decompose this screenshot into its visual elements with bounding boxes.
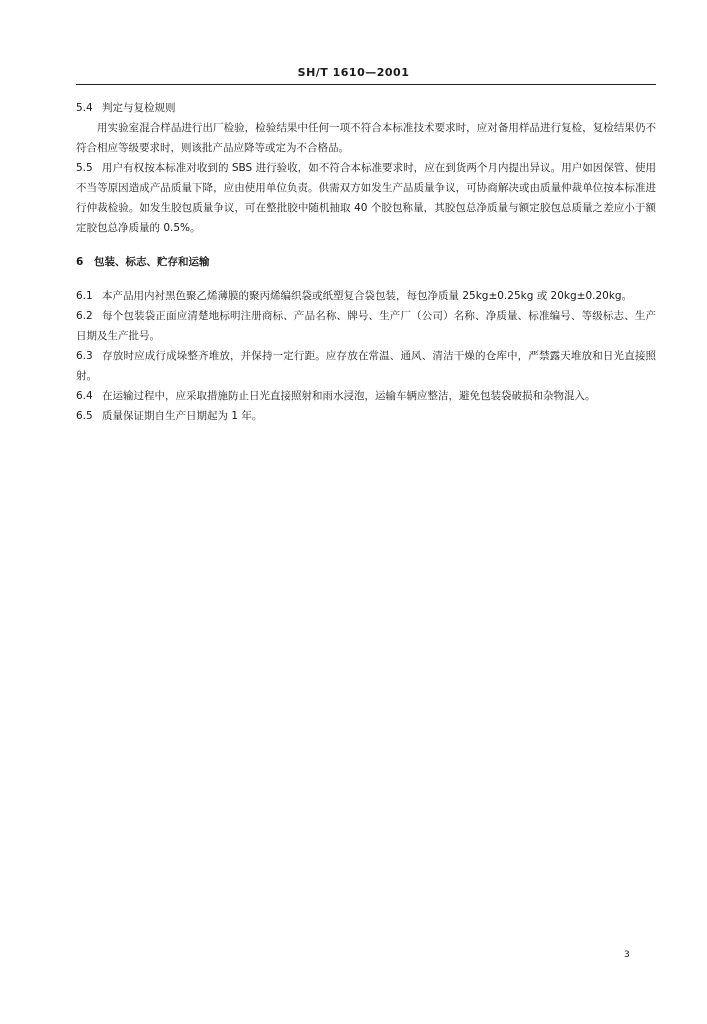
clause-number: 6.1 <box>76 290 93 302</box>
clause-number: 6.2 <box>76 310 93 322</box>
section-title: 包装、标志、贮存和运输 <box>94 256 210 268</box>
clause-number: 6.5 <box>76 410 93 422</box>
clause-text: 本产品用内衬黑色聚乙烯薄膜的聚丙烯编织袋或纸塑复合袋包装，每包净质量 25kg±0.25kg 或 20kg±0.20kg。 <box>102 290 633 302</box>
clause-6-3 <box>76 346 656 386</box>
clause-6-4 <box>76 386 656 406</box>
clause-5-4-heading <box>76 98 656 118</box>
clause-text: 每个包装袋正面应清楚地标明注册商标、产品名称、牌号、生产厂（公司）名称、净质量、标准编号、等级标志、生产日期及生产批号。 <box>76 310 656 342</box>
clause-text: 质量保证期自生产日期起为 1 年。 <box>102 410 263 422</box>
standard-code: SH/T 1610—2001 <box>297 66 410 79</box>
section-6-heading <box>76 252 656 272</box>
clause-number: 6.3 <box>76 350 93 362</box>
clause-title: 判定与复检规则 <box>102 102 176 114</box>
clause-text: 存放时应成行成垛整齐堆放，并保持一定行距。应存放在常温、通风、清洁干燥的仓库中，严禁露天堆放和日光直接照射。 <box>76 350 656 382</box>
document-body <box>76 98 656 426</box>
clause-number: 6.4 <box>76 390 93 402</box>
clause-6-1 <box>76 286 656 306</box>
clause-5-4-paragraph: 用实验室混合样品进行出厂检验，检验结果中任何一项不符合本标准技术要求时，应对备用样品进行复检，复检结果仍不符合相应等级要求时，则该批产品应降等或定为不合格品。 <box>76 122 656 154</box>
clause-text: 用户有权按本标准对收到的 SBS 进行验收，如不符合本标准要求时，应在到货两个月内提出异议。用户如因保管、使用不当等原因造成产品质量下降，应由使用单位负责。供需双方如发生产品质量争议，可协商解决或由质量仲裁单位按本标准进行仲裁检验。如发生胶包质量争议，可在整批胶中随机抽取 40 个胶包称量，其胶包总净质量与额定胶包总质量之差应小于额定胶包总净质量的 0.5%。 <box>76 162 656 234</box>
clause-5-5 <box>76 158 656 238</box>
page-number: 3 <box>624 950 630 960</box>
clause-number: 5.4 <box>76 102 93 114</box>
clause-6-5 <box>76 406 656 426</box>
header-rule <box>76 84 656 85</box>
clause-6-2 <box>76 306 656 346</box>
section-number: 6 <box>76 256 84 268</box>
clause-text: 在运输过程中，应采取措施防止日光直接照射和雨水浸泡，运输车辆应整洁，避免包装袋破损和杂物混入。 <box>102 390 596 402</box>
clause-number: 5.5 <box>76 162 93 174</box>
